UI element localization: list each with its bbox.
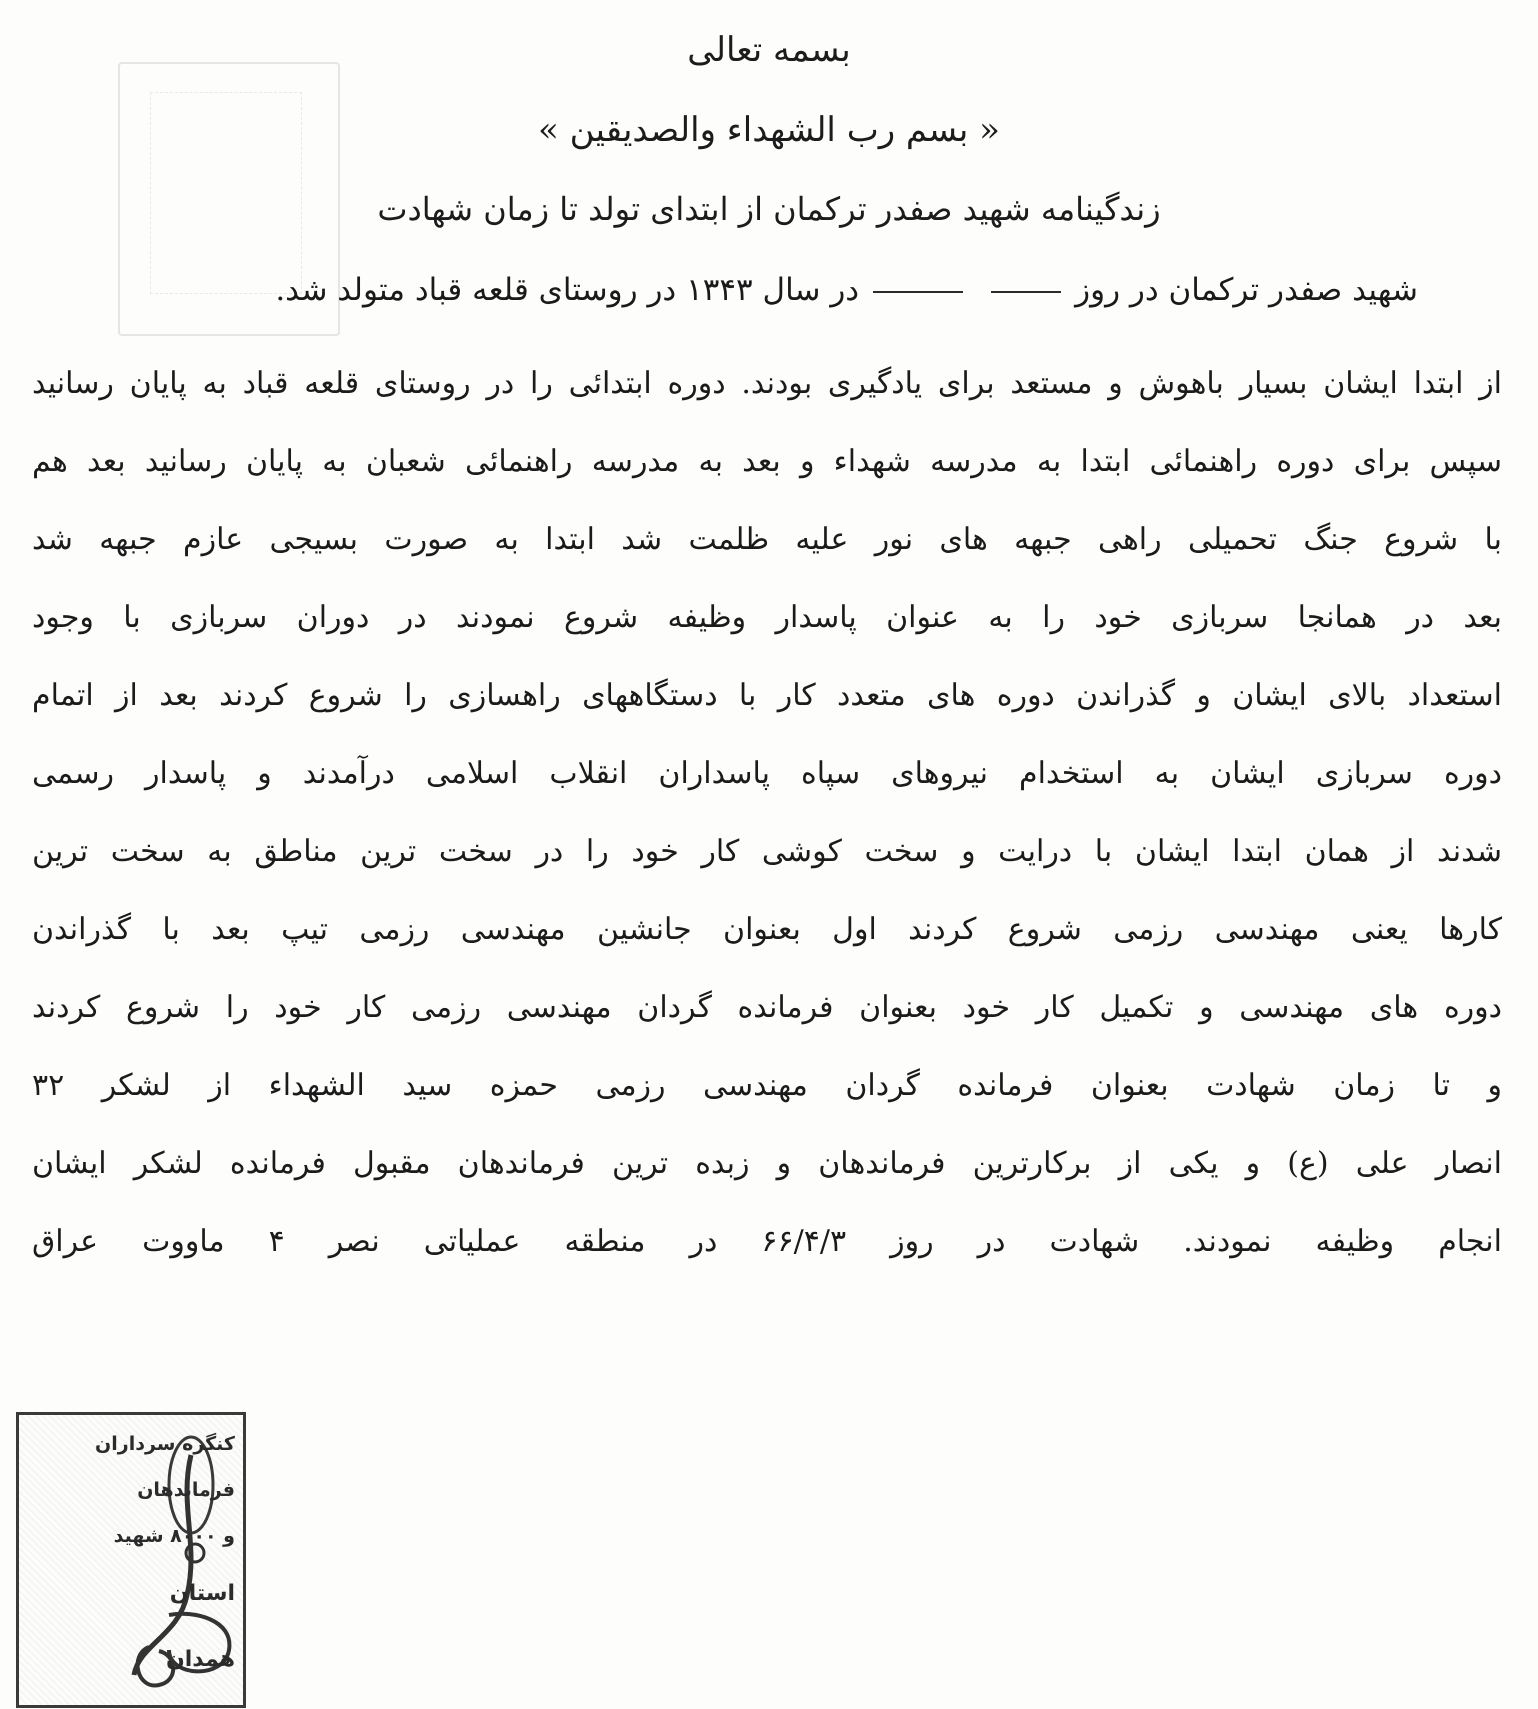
blank-date-underline — [991, 291, 1061, 293]
body-line: استعداد بالای ایشان و گذراندن دوره های متعدد کار با دستگاههای راهسازی را شروع کردند بعد از اتمام — [32, 678, 1502, 713]
seal-text-line: و ۸۰۰۰ شهید — [113, 1525, 235, 1547]
seal-text-line: همدان — [165, 1647, 235, 1672]
seal-text-line: کنگره سرداران — [95, 1433, 235, 1455]
organization-seal-stamp — [16, 1412, 246, 1708]
bismillah-heading: بسمه تعالی — [687, 30, 851, 70]
body-line: دوره سربازی ایشان به استخدام نیروهای سپاه پاسداران انقلاب اسلامی درآمدند و پاسدار رسمی — [32, 756, 1502, 791]
body-line: سپس برای دوره راهنمائی ابتدا به مدرسه شهداء و بعد به مدرسه راهنمائی شعبان به پایان رسانید بعد هم — [32, 444, 1502, 479]
body-line: انصار علی (ع) و یکی از برکارترین فرماندهان و زبده ترین فرماندهان مقبول فرمانده لشکر ایشان — [32, 1146, 1502, 1181]
body-line: انجام وظیفه نمودند. شهادت در روز ۶۶/۴/۳ در منطقه عملیاتی نصر ۴ ماووت عراق — [32, 1224, 1502, 1259]
body-line: از ابتدا ایشان بسیار باهوش و مستعد برای یادگیری بودند. دوره ابتدائی را در روستای قلعه قباد به پایان رسانید — [32, 366, 1502, 401]
body-line: کارها یعنی مهندسی رزمی شروع کردند اول بعنوان جانشین مهندسی رزمی تیپ بعد با گذراندن — [32, 912, 1502, 947]
seal-text-line: فرماندهان — [137, 1479, 235, 1501]
body-line: شدند از همان ابتدا ایشان با درایت و سخت کوشی کار خود را در سخت ترین مناطق به سخت ترین — [32, 834, 1502, 869]
body-line: و تا زمان شهادت بعنوان فرمانده گردان مهندسی رزمی حمزه سید الشهداء از لشکر ۳۲ — [32, 1068, 1502, 1103]
blank-month-underline — [873, 291, 963, 293]
birth-line-part2: در سال ۱۳۴۳ در روستای قلعه قباد متولد شد. — [275, 272, 860, 308]
body-line: با شروع جنگ تحمیلی راهی جبهه های نور علیه ظلمت شد ابتدا به صورت بسیجی عازم جبهه شد — [32, 522, 1502, 557]
body-line: دوره های مهندسی و تکمیل کار خود بعنوان فرمانده گردان مهندسی رزمی کار خود را شروع کردند — [32, 990, 1502, 1025]
seal-text-line: استان — [169, 1581, 235, 1606]
birth-line-part1: شهید صفدر ترکمان در روز — [1075, 272, 1418, 308]
invocation-heading: « بسم رب الشهداء والصدیقین » — [538, 110, 1000, 150]
document-title: زندگینامه شهید صفدر ترکمان از ابتدای تولد تا زمان شهادت — [377, 190, 1161, 228]
body-line: بعد در همانجا سربازی خود را به عنوان پاسدار وظیفه شروع نمودند در دوران سربازی با وجود — [32, 600, 1502, 635]
biography-body — [32, 345, 1502, 1281]
birth-line — [218, 272, 1418, 308]
